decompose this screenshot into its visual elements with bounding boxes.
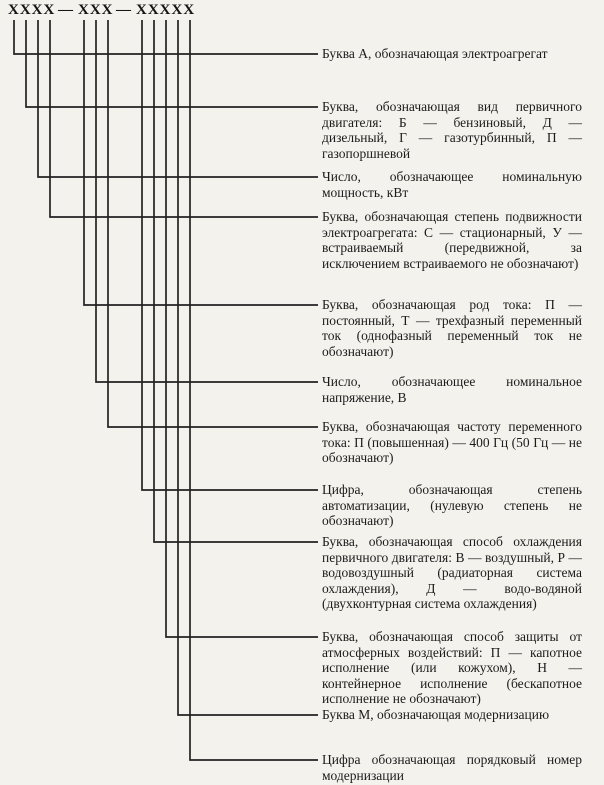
connector-line-2 xyxy=(26,20,318,107)
description-item-11: Буква М, обозначающая модернизацию xyxy=(322,707,550,722)
connector-line-8 xyxy=(142,20,318,490)
connector-line-7 xyxy=(108,20,318,427)
description-item-10: Буква, обозначающая способ защиты от атмосферных воздействий: П — капотное исполнение (или кожухом), Н — контейнерное исполнение (бескапотное исполнение не обозначают) xyxy=(322,629,582,707)
description-item-12: Цифра обозначающая порядковый номер модернизации xyxy=(322,752,582,783)
connector-line-5 xyxy=(84,20,318,305)
description-item-6: Число, обозначающее номинальное напряжение, В xyxy=(322,374,582,405)
code-group-2: ХХХ xyxy=(78,2,114,18)
connector-line-11 xyxy=(178,20,318,715)
connector-line-6 xyxy=(96,20,318,382)
connector-line-12 xyxy=(190,20,318,760)
code-dash-1: — xyxy=(58,2,74,18)
code-group-3: ХХХХХ xyxy=(136,2,196,18)
description-item-3: Число, обозначающее номинальную мощность, кВт xyxy=(322,169,582,200)
connector-line-4 xyxy=(50,20,318,217)
connector-line-10 xyxy=(166,20,318,637)
description-item-1: Буква А, обозначающая электроагрегат xyxy=(322,46,548,61)
description-item-5: Буква, обозначающая род тока: П — постоянный, Т — трехфазный переменный ток (однофазный переменный ток не обозначают) xyxy=(322,297,582,359)
code-group-1: ХХХХ xyxy=(8,2,56,18)
description-item-4: Буква, обозначающая степень подвижности электроагрегата: С — стационарный, У — встраиваемый (передвижной, за исключением встраиваемого не обозначают) xyxy=(322,209,582,271)
description-item-8: Цифра, обозначающая степень автоматизации, (нулевую степень не обозначают) xyxy=(322,482,582,529)
code-dash-2: — xyxy=(116,2,132,18)
description-item-9: Буква, обозначающая способ охлаждения первичного двигателя: В — воздушный, Р — водовоздушный (радиаторная система охлаждения), Д — водо-водяной (двухконтурная система охлаждения) xyxy=(322,534,582,612)
description-item-2: Буква, обозначающая вид первичного двигателя: Б — бензиновый, Д — дизельный, Г — газотурбинный, П — газопоршневой xyxy=(322,99,582,161)
description-item-7: Буква, обозначающая частоту переменного тока: П (повышенная) — 400 Гц (50 Гц — не обозначают) xyxy=(322,419,582,466)
